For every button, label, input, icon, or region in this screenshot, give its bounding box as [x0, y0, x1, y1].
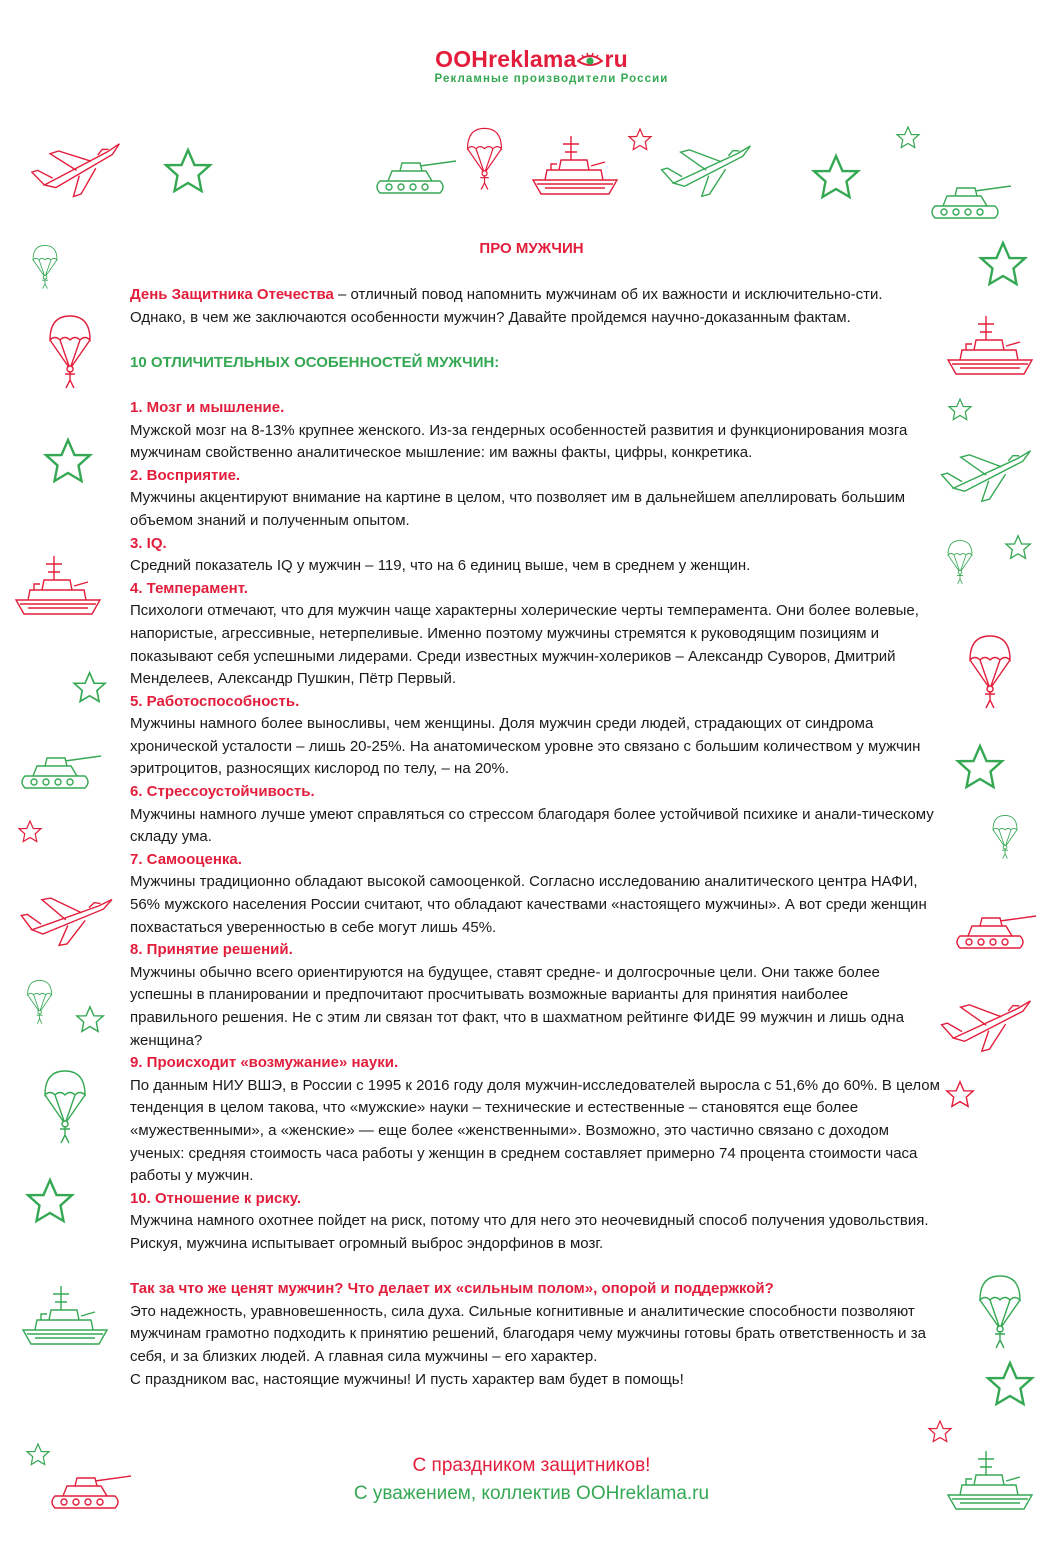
page-title: ПРО МУЖЧИН — [479, 240, 584, 257]
tank-icon — [377, 161, 456, 193]
item-heading: 8. Принятие решений. — [130, 941, 293, 959]
jet-icon — [938, 439, 1039, 509]
logo-tagline: Рекламные производители России — [434, 73, 669, 86]
parachute-icon — [468, 128, 502, 189]
star-icon — [27, 1444, 49, 1465]
tank-icon — [957, 916, 1036, 948]
item-text: По данным НИУ ВШЭ, в России с 1995 к 2016 году доля мужчин-исследователей выросла с 51,6% до 60%. В целом тенденция в целом такова, что «мужские» науки – технические и естественные – становятся еще более «мужественными», а «женские» — еще более «женственными». Возможно, это частично связано с доходом ученых: средняя стоимость часа работы у женщин в среднем составляет примерно 74 процента стоимости часа работы у мужчин. — [130, 1076, 940, 1185]
star-icon — [958, 746, 1002, 787]
list-subtitle: 10 ОТЛИЧИТЕЛЬНЫХ ОСОБЕННОСТЕЙ МУЖЧИН: — [130, 353, 500, 371]
tank-icon — [22, 756, 101, 788]
item-heading: 7. Самооценка. — [130, 850, 242, 868]
parachute-icon — [980, 1276, 1020, 1348]
star-icon — [981, 243, 1025, 284]
item-heading: 2. Восприятие. — [130, 466, 241, 484]
item-heading: 9. Происходит «возмужание» науки. — [130, 1054, 399, 1072]
star-icon — [988, 1363, 1032, 1404]
warship-icon — [23, 1286, 107, 1344]
item-text: Мужчина намного охотнее пойдет на риск, потому что для него это неочевидный способ получения удовольствия. Рискуя, мужчина испытывает огромный выброс эндорфинов в мозг. — [130, 1212, 929, 1252]
star-icon — [28, 1180, 72, 1221]
item-text: Мужчины намного лучше умеют справляться со стрессом благодаря более устойчивой психике и анали-тическому складу ума. — [130, 805, 934, 846]
logo-domain: ru — [604, 46, 628, 72]
parachute-icon — [993, 815, 1017, 858]
star-icon — [19, 821, 41, 842]
star-icon — [949, 399, 971, 420]
intro-text: – отличный повод напомнить мужчинам об их важности и исключительно-сти. Однако, в чем же заключаются особенности мужчин? Давайте пройдемся научно-доказанным фактам. — [130, 286, 883, 326]
warship-icon — [948, 316, 1032, 374]
intro-lead: День Защитника Отечества — [130, 286, 334, 303]
star-icon — [46, 440, 90, 481]
item-text: Мужской мозг на 8-13% крупнее женского. Из-за гендерных особенностей развития и функционирования мозга мужчинам свойственно аналитическое мышление: им важны факты, цифры, конкретика. — [130, 421, 908, 462]
parachute-icon — [45, 1071, 85, 1143]
item-heading: 4. Темперамент. — [130, 579, 248, 597]
warship-icon — [533, 136, 617, 194]
star-icon — [929, 1421, 951, 1442]
tank-icon — [52, 1476, 131, 1508]
footer-line-2: С уважением, коллектив OOHreklama.ru — [353, 1483, 710, 1504]
parachute-icon — [948, 541, 972, 584]
item-heading: 3. IQ. — [130, 534, 167, 552]
jet-icon — [658, 134, 759, 204]
jet-icon — [938, 989, 1039, 1059]
item-text: Мужчины акцентируют внимание на картине в целом, что позволяет им в дальнейшем апеллировать большим объемом знаний и полученным опытом. — [130, 489, 906, 529]
conclusion-text: Это надежность, уравновешенность, сила духа. Сильные когнитивные и аналитические способности позволяют мужчинам грамотно подходить к принятию решений, благодаря чему мужчины готовы брать ответственность и за себя, и за близких людей. А главная сила мужчины – его характер. — [130, 1302, 926, 1365]
footer-line-1: С праздником защитников! — [412, 1455, 651, 1476]
parachute-icon — [970, 636, 1010, 708]
jet-icon — [28, 132, 130, 206]
star-icon — [947, 1082, 973, 1107]
parachute-icon — [28, 980, 52, 1023]
item-text: Мужчины традиционно обладают высокой самооценкой. Согласно исследованию аналитического центра НАФИ, 56% мужского населения России считают, что обладают качествами «настоящего мужчины». А вот среди женщин похвастаться уверенностью в себе могут лишь 45%. — [130, 873, 927, 936]
item-text: Мужчины обычно всего ориентируются на будущее, ставят средне- и долгосрочные цели. Они также более успешны в планировании и предпочитают просчитывать возможные варианты для принятия наиболее правильного решения. Не с этим ли связан тот факт, что в шахматном рейтинге ФИДЕ 99 мужчин и лишь одна женщина? — [130, 963, 905, 1049]
parachute-icon — [50, 316, 90, 388]
star-icon — [897, 127, 919, 148]
star-icon — [814, 156, 858, 197]
logo-brand-name: OOHreklama — [435, 46, 577, 72]
conclusion-question: Так за что же ценят мужчин? Что делает их «сильным полом», опорой и поддержкой? — [130, 1280, 774, 1298]
item-heading: 6. Стрессоустойчивость. — [130, 783, 315, 801]
item-heading: 1. Мозг и мышление. — [130, 398, 285, 416]
star-icon — [166, 150, 210, 191]
item-text: Мужчины намного более выносливы, чем женщины. Доля мужчин среди людей, страдающих от синдрома хронической усталости – лишь 20-25%. На анатомическом уровне это связано с большим количеством у мужчин эритроцитов, разносящих кислород по телу, – на 20%. — [130, 715, 921, 778]
jet-icon — [19, 888, 118, 951]
item-text: Психологи отмечают, что для мужчин чаще характерны холерические черты темперамента. Они более волевые, напористые, агрессивные, нетерпеливые. Именно поэтому мужчины стремятся к руководящим позициям и показывают себя успешными лидерами. Среди известных мужчин-холериков – Александр Суворов, Дмитрий Менделеев, Александр Пушкин, Пётр Первый. — [130, 602, 919, 688]
warship-icon — [948, 1451, 1032, 1509]
item-heading: 10. Отношение к риску. — [130, 1189, 301, 1207]
star-icon — [1006, 536, 1030, 559]
star-icon — [629, 129, 651, 150]
item-heading: 5. Работоспособность. — [130, 692, 300, 710]
conclusion-closing: С праздником вас, настоящие мужчины! И пусть характер вам будет в помощь! — [130, 1370, 684, 1388]
star-icon — [74, 673, 105, 702]
warship-icon — [16, 556, 100, 614]
item-text: Средний показатель IQ у мужчин – 119, что на 6 единиц выше, чем в среднем у женщин. — [130, 557, 751, 575]
tank-icon — [932, 186, 1011, 218]
parachute-icon — [33, 245, 57, 288]
star-icon — [77, 1007, 103, 1032]
